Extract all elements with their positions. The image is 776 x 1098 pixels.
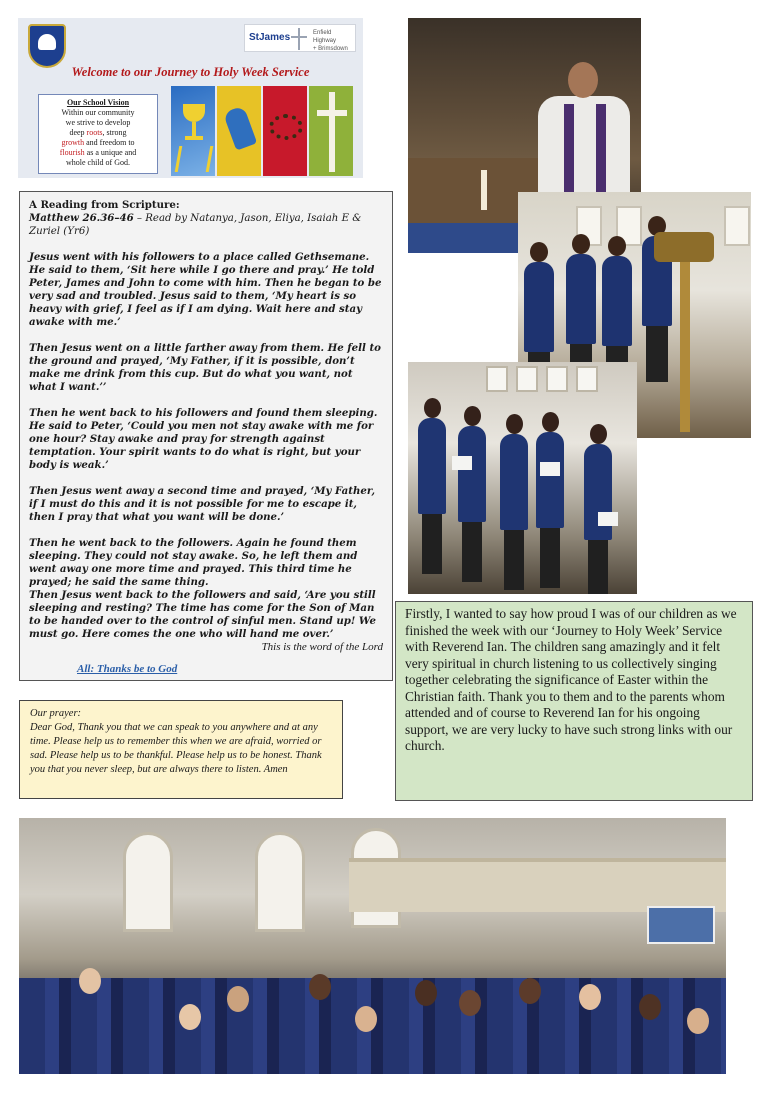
scripture-paragraph: Then Jesus went on a little farther away from them. He fell to the ground and prayed, ‘My Father, if it is possible, don’t make me drink from this cup. But do what you want, not what I want.’’ xyxy=(29,342,381,393)
hand-panel xyxy=(217,86,261,176)
crown-of-thorns-panel xyxy=(263,86,307,176)
scripture-reading-box xyxy=(19,191,393,681)
wheat-icon xyxy=(175,146,214,172)
pupils-singing-photo xyxy=(408,362,637,594)
school-crest-logo xyxy=(28,24,66,68)
page-title: Welcome to our Journey to Holy Week Service xyxy=(71,65,310,79)
church-name: StJames xyxy=(249,32,291,43)
scripture-reference: Matthew 26.36–46 – Read by Natanya, Jason, Eliya, Isaiah E & Zuriel (Yr6) xyxy=(29,212,362,237)
vision-line: growth and freedom to xyxy=(61,138,135,147)
vision-heading: Our School Vision xyxy=(66,98,130,107)
scripture-paragraph: Then Jesus went away a second time and prayed, ‘My Father, if I must do this and it is not possible for me to escape it, then I pray that what you want will be done.’ xyxy=(29,485,376,523)
scripture-closing: This is the word of the Lord xyxy=(261,641,383,653)
st-james-church-logo xyxy=(244,24,356,52)
prayer-box xyxy=(19,700,343,799)
chalice-icon xyxy=(183,104,205,122)
scripture-paragraph: Then Jesus went back to the followers and said, ‘Are you still sleeping and resting? The time has come for the Son of Man to be handed over to the control of sinful men. Stand up! We must go. Here comes the one who will hand me over.’ xyxy=(29,589,376,640)
scripture-paragraph: Then he went back to the followers. Again he found them sleeping. They could not stay awake. So, he left them and went away one more time and prayed. This third time he prayed; he said the same thing. xyxy=(29,537,358,588)
congregation-response: All: Thanks be to God xyxy=(77,663,178,675)
congregation-photo xyxy=(19,818,726,1074)
vision-line: flourish as a unique and xyxy=(59,148,137,157)
cross-panel xyxy=(309,86,353,176)
scripture-heading: A Reading from Scripture: xyxy=(29,199,180,211)
prayer-title: Our prayer: xyxy=(30,708,82,719)
header-banner xyxy=(18,18,363,178)
crown-of-thorns-icon xyxy=(269,114,303,140)
holy-week-artwork xyxy=(171,86,353,176)
vision-line: we strive to develop xyxy=(65,118,131,127)
reflection-text: Firstly, I wanted to say how proud I was of our children as we finished the week with our ‘Journey to Holy Week’ Service with Reverend Ian. The children sang amazingly and it felt very spiritual in church listening to us collectively singing together celebrating the significance of Easter within the Christian faith. Thank you to them and to the parents whom attended and of course to Reverend Ian for his ongoing support, we are very lucky to have such strong links with our church. xyxy=(405,606,737,753)
hand-icon xyxy=(223,105,257,150)
scripture-paragraph: Then he went back to his followers and found them sleeping. He said to Peter, ‘Could you men not stay awake with me for one hour? Stay awake and pray for strength against temptation. Your spirit wants to do what is right, but your body is weak.’ xyxy=(29,407,378,471)
church-address: Enfield Highway + Brimsdown xyxy=(313,30,348,52)
vision-line: whole child of God. xyxy=(66,158,130,167)
projector-screen xyxy=(647,906,715,944)
headteacher-reflection-box xyxy=(395,601,753,801)
school-vision-box xyxy=(38,94,158,174)
vision-line: Within our community xyxy=(61,108,135,117)
shell-icon xyxy=(38,34,56,50)
chalice-panel xyxy=(171,86,215,176)
scripture-paragraph: Jesus went with his followers to a place called Gethsemane. He said to them, ‘Sit here while I go there and pray.’ He told Peter, James and John to come with him. Then he began to be very sad and troubled. Jesus said to them, ‘My heart is so heavy with grief, I feel as if I am dying. Wait here and stay awake with me.’ xyxy=(29,251,382,328)
prayer-text: Dear God, Thank you that we can speak to you anywhere and at any time. Please help us to remember this when we are afraid, worried or sad. Please help us to be thankful. Please help us to be honest. Thank you that you never sleep, but are always there to listen. Amen xyxy=(30,722,322,775)
cross-icon xyxy=(289,28,309,50)
vision-line: deep roots, strong xyxy=(69,128,127,137)
cross-icon xyxy=(329,92,335,172)
